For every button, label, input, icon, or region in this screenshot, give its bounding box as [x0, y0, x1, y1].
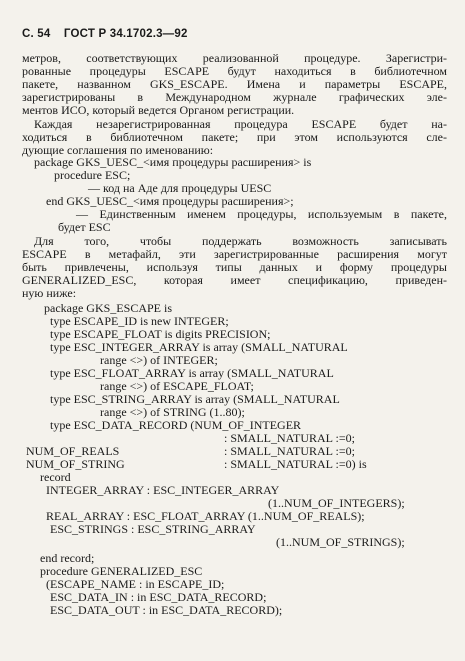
code-line: range <>) of ESCAPE_FLOAT;	[100, 379, 254, 393]
text-line: Каждая незарегистрированная процедура ESCAPE будет на-	[34, 117, 447, 131]
code-line: procedure GENERALIZED_ESC	[40, 564, 203, 578]
page-number: С. 54	[22, 28, 51, 40]
code-line: range <>) of INTEGER;	[100, 353, 218, 367]
code-line: NUM_OF_REALS	[26, 444, 120, 458]
text-line: быть привлечены, используя типы данных и форму процедуры	[22, 260, 447, 274]
text-line: рованные процедуры ESCAPE будут находиться в библиотечном	[22, 64, 447, 78]
text-line: — Единственным именем процедуры, используемым в пакете,	[76, 207, 447, 221]
text-line: дующие соглашения по именованию:	[22, 143, 214, 157]
code-line: type ESC_FLOAT_ARRAY is array (SMALL_NATURAL	[50, 366, 334, 380]
code-line: (1..NUM_OF_STRINGS);	[276, 535, 405, 549]
code-line: record	[40, 470, 71, 484]
text-line: метров, соответствующих реализованной процедуре. Зарегистри-	[22, 51, 447, 65]
code-line: ESC_STRINGS : ESC_STRING_ARRAY	[50, 522, 256, 536]
text-line: Для того, чтобы поддержать возможность записывать	[34, 234, 447, 248]
code-line: end record;	[40, 551, 95, 565]
code-line: type ESC_STRING_ARRAY is array (SMALL_NATURAL	[50, 392, 340, 406]
text-line: пакете, названном GKS_ESCAPE. Имена и параметры ESCAPE,	[22, 77, 447, 91]
code-line: type ESCAPE_FLOAT is digits PRECISION;	[50, 327, 271, 341]
text-line: ментов ИСО, который ведется Органом регистрации.	[22, 103, 295, 117]
code-line: : SMALL_NATURAL :=0) is	[224, 457, 367, 471]
code-line: type ESC_DATA_RECORD (NUM_OF_INTEGER	[50, 418, 302, 432]
page-header	[22, 28, 198, 40]
code-line: — код на Аде для процедуры UESC	[88, 181, 272, 195]
code-line: end GKS_UESC_<имя процедуры расширения>;	[46, 194, 294, 208]
code-line: range <>) of STRING (1..80);	[100, 405, 245, 419]
code-line: type ESC_INTEGER_ARRAY is array (SMALL_NATURAL	[50, 340, 348, 354]
code-line: package GKS_ESCAPE is	[44, 301, 172, 315]
code-line: package GKS_UESC_<имя процедуры расширения> is	[34, 155, 312, 169]
text-line: ходиться в библиотечном пакете; при этом используются сле-	[22, 130, 447, 144]
code-line: ESC_DATA_OUT : in ESC_DATA_RECORD);	[50, 603, 283, 617]
code-line: ESC_DATA_IN : in ESC_DATA_RECORD;	[50, 590, 267, 604]
text-line: ESCAPE в метафайл, эти зарегистрированные расширения могут	[22, 247, 447, 261]
code-line: procedure ESC;	[54, 168, 131, 182]
code-line: type ESCAPE_ID is new INTEGER;	[50, 314, 229, 328]
code-line: (1..NUM_OF_INTEGERS);	[268, 496, 405, 510]
code-line: : SMALL_NATURAL :=0;	[224, 431, 355, 445]
code-line: : SMALL_NATURAL :=0;	[224, 444, 355, 458]
code-line: REAL_ARRAY : ESC_FLOAT_ARRAY (1..NUM_OF_REALS);	[46, 509, 365, 523]
code-line: NUM_OF_STRING	[26, 457, 125, 471]
text-line: будет ESC	[58, 220, 111, 234]
text-line: зарегистрированы в Международном журнале графических эле-	[22, 90, 447, 104]
text-line: GENERALIZED_ESC, которая имеет спецификацию, приведен-	[22, 273, 447, 287]
standard-designation: ГОСТ Р 34.1702.3—92	[63, 28, 188, 40]
code-line: (ESCAPE_NAME : in ESCAPE_ID;	[46, 577, 225, 591]
code-line: INTEGER_ARRAY : ESC_INTEGER_ARRAY	[46, 483, 280, 497]
text-line: ную ниже:	[22, 286, 77, 300]
